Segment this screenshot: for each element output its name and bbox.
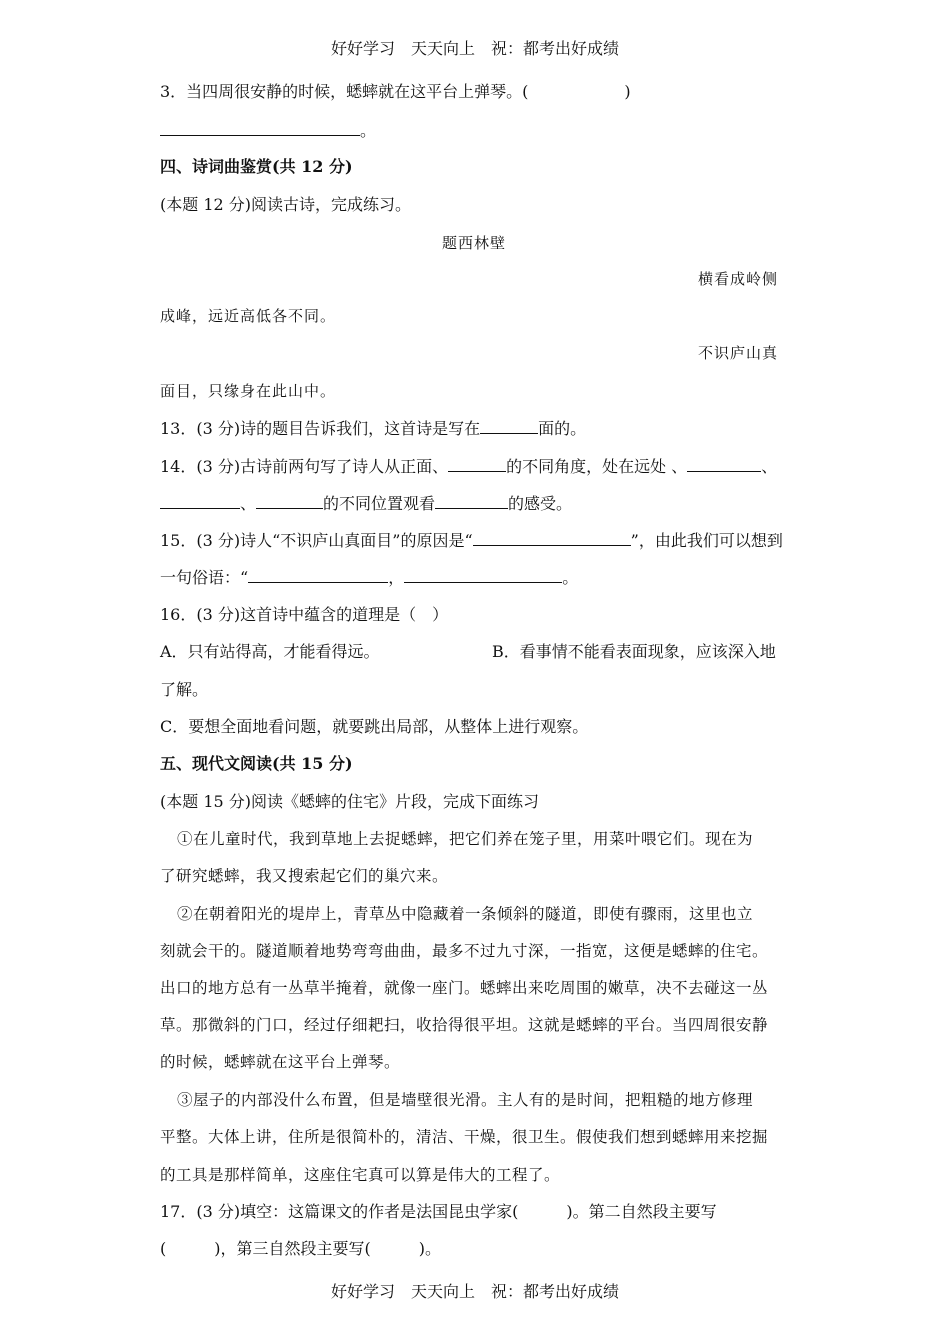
answer-blank[interactable] [435, 492, 508, 509]
poem-line-2a: 不识庐山真 [698, 344, 779, 362]
option-c: C．要想全面地看问题，就要跳出局部，从整体上进行观察。 [160, 717, 589, 736]
answer-blank[interactable] [160, 492, 240, 509]
poem-title: 题西林壁 [442, 234, 507, 252]
page-footer: 好好学习 天天向上 祝：都考出好成绩 [330, 1282, 619, 1301]
answer-blank[interactable] [473, 529, 631, 546]
passage-p3-line: ③屋子的内部没什么布置，但是墙壁很光滑。主人有的是时间，把粗糙的地方修理 [177, 1091, 754, 1109]
poem-line-1b: 成峰，远近高低各不同。 [160, 307, 337, 325]
question-3-answer-line: 。 [160, 119, 376, 142]
question-3: 3．当四周很安静的时候，蟋蟀就在这平台上弹琴。( ) [160, 82, 631, 101]
question-13: 13．(3 分)诗的题目告诉我们，这首诗是写在 面的。 [160, 419, 587, 438]
option-b-continued: 了解。 [160, 680, 209, 699]
question-17-line-2: ( )，第三自然段主要写( )。 [160, 1239, 441, 1258]
passage-p2-line: 出口的地方总有一丛草半掩着，就像一座门。蟋蟀出来吃周围的嫩草，决不去碰这一丛 [160, 979, 769, 997]
section-4-heading: 四、诗词曲鉴赏(共 12 分) [160, 157, 353, 176]
question-14-line-1: 14．(3 分)古诗前两句写了诗人从正面、 的不同角度，处在远处 、 、 [160, 457, 778, 476]
question-17-line-1: 17．(3 分)填空：这篇课文的作者是法国昆虫学家( )。第二自然段主要写 [160, 1202, 717, 1221]
answer-blank[interactable] [256, 492, 323, 509]
option-b: B．看事情不能看表面现象，应该深入地 [492, 642, 776, 661]
answer-blank[interactable] [160, 119, 360, 136]
passage-p3-line: 的工具是那样简单，这座住宅真可以算是伟大的工程了。 [160, 1166, 561, 1184]
answer-blank[interactable] [248, 566, 388, 583]
section-5-heading: 五、现代文阅读(共 15 分) [160, 754, 353, 773]
passage-p1-line: 了研究蟋蟀，我又搜索起它们的巢穴来。 [160, 867, 449, 885]
passage-p2-line: 刻就会干的。隧道顺着地势弯弯曲曲，最多不过九寸深，一指宽，这便是蟋蟀的住宅。 [160, 942, 769, 960]
poem-line-2b: 面目，只缘身在此山中。 [160, 382, 337, 400]
section-5-intro: (本题 15 分)阅读《蟋蟀的住宅》片段，完成下面练习 [160, 792, 540, 811]
question-15-line-2: 一句俗语：“ ， 。 [160, 568, 579, 587]
question-16: 16．(3 分)这首诗中蕴含的道理是（ ） [160, 605, 449, 624]
passage-p1-line: ①在儿童时代，我到草地上去捉蟋蟀，把它们养在笼子里，用菜叶喂它们。现在为 [177, 830, 754, 848]
answer-blank[interactable] [480, 417, 538, 434]
answer-blank[interactable] [448, 455, 506, 472]
passage-p3-line: 平整。大体上讲，住所是很简朴的，清洁、干燥，很卫生。假使我们想到蟋蟀用来挖掘 [160, 1128, 769, 1146]
passage-p2-line: ②在朝着阳光的堤岸上，青草丛中隐藏着一条倾斜的隧道，即使有骤雨，这里也立 [177, 905, 754, 923]
passage-p2-line: 草。那微斜的门口，经过仔细耙扫，收拾得很平坦。这就是蟋蟀的平台。当四周很安静 [160, 1016, 769, 1034]
answer-blank[interactable] [687, 455, 761, 472]
passage-p2-line: 的时候，蟋蟀就在这平台上弹琴。 [160, 1053, 401, 1071]
option-a: A．只有站得高，才能看得远。 [160, 642, 380, 661]
question-15-line-1: 15．(3 分)诗人“不识庐山真面目”的原因是“ ”，由此我们可以想到 [160, 531, 783, 550]
answer-blank[interactable] [404, 566, 562, 583]
question-14-line-2: 、 的不同位置观看 的感受。 [160, 492, 572, 515]
section-4-intro: (本题 12 分)阅读古诗，完成练习。 [160, 195, 412, 214]
page-header: 好好学习 天天向上 祝：都考出好成绩 [330, 39, 619, 58]
poem-line-1a: 横看成岭侧 [698, 270, 779, 288]
